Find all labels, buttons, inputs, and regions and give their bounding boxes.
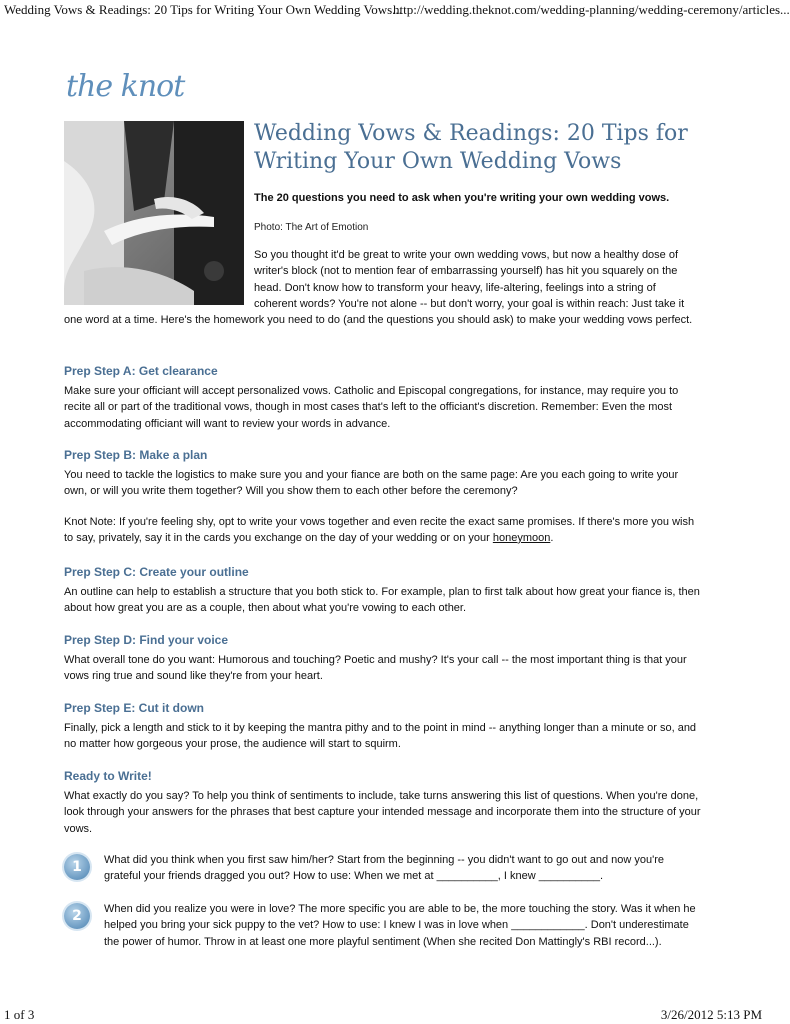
section-heading: Prep Step A: Get clearance	[64, 364, 218, 378]
section-heading: Ready to Write!	[64, 769, 152, 783]
question-item	[64, 901, 700, 950]
section-heading: Prep Step C: Create your outline	[64, 565, 249, 579]
section-body: An outline can help to establish a structure that you both stick to. For example, plan to first talk about how great your fiance is, then about how great you are as a couple, then about what you're vowing to each other.	[64, 586, 700, 615]
section-prep-e	[64, 700, 704, 753]
knot-note	[64, 514, 704, 547]
section-body: What overall tone do you want: Humorous and touching? Poetic and mushy? It's your call -- the most important thing is that your vows ring true and sound like they're from your heart.	[64, 654, 687, 683]
question-text: When did you realize you were in love? The more specific you are able to be, the more touching the story. Was it when he helped you bring your sick puppy to the vet? How to use: I knew I was in love when ____________. Don't underestimate the power of humor. Throw in at least one more playful sentiment (When she recited Don Mattingly's RBI record...).	[104, 903, 696, 948]
print-page-count: 1 of 3	[4, 1007, 35, 1022]
honeymoon-link[interactable]: honeymoon	[492, 531, 551, 544]
article-intro	[64, 247, 700, 328]
section-body: Finally, pick a length and stick to it by keeping the mantra pithy and to the point in mind -- anything longer than a minute or so, and no matter how gorgeous your prose, the audience will start to squirm.	[64, 722, 697, 751]
section-ready-to-write	[64, 768, 704, 837]
section-heading: Prep Step B: Make a plan	[64, 448, 208, 462]
intro-text: So you thought it'd be great to write your own wedding vows, but now a healthy dose of writer's block (not to mention fear of embarrassing yourself) has hit you squarely on the head. Don't know how to transform your heavy, life-altering, feelings into a string of coherent words? You're not alone -- but don't worry, your goal is within reach: Just take it one word at a time. Here's the homework you need to do (and the questions you should ask) to make your wedding vows perfect.	[64, 249, 693, 327]
section-prep-a	[64, 363, 704, 432]
article-subtitle: The 20 questions you need to ask when you're writing your own wedding vows.	[254, 192, 670, 204]
question-number: 1	[64, 854, 90, 880]
section-heading: Prep Step E: Cut it down	[64, 701, 204, 715]
section-prep-c	[64, 564, 704, 617]
svg-text:the knot: the knot	[66, 69, 185, 104]
number-badge-icon	[64, 852, 104, 888]
section-prep-b	[64, 447, 704, 546]
print-url: http://wedding.theknot.com/wedding-planning/wedding-ceremony/articles...	[393, 2, 790, 17]
number-badge-icon	[64, 901, 104, 937]
print-timestamp: 3/26/2012 5:13 PM	[660, 1007, 762, 1022]
section-body: What exactly do you say? To help you think of sentiments to include, take turns answering this list of questions. When you're done, look through your answers for the phrases that best capture your intended message and incorporate them into the structure of your vows.	[64, 790, 701, 835]
article-title: Wedding Vows & Readings: 20 Tips for Writing Your Own Wedding Vows	[254, 121, 688, 174]
section-body: You need to tackle the logistics to make sure you and your fiance are both on the same page: Are you each going to write your own, or will you write them together? Will you show them to each other before the ceremony?	[64, 469, 679, 498]
knot-note-text: Knot Note: If you're feeling shy, opt to write your vows together and even recite the exact same promises. If there's more you wish to say, privately, say it in the cards you exchange on the day of your wedding or on your	[64, 515, 695, 544]
photo-credit: Photo: The Art of Emotion	[254, 222, 369, 233]
section-prep-d	[64, 632, 704, 685]
print-page-title: Wedding Vows & Readings: 20 Tips for Writing Your Own Wedding Vows...	[4, 2, 402, 17]
question-text: What did you think when you first saw him/her? Start from the beginning -- you didn't want to go out and now you're grateful your friends dragged you out? How to use: When we met at __________, I knew __________.	[104, 854, 665, 883]
section-heading: Prep Step D: Find your voice	[64, 633, 229, 647]
question-number: 2	[64, 903, 90, 929]
section-body: Make sure your officiant will accept personalized vows. Catholic and Episcopal congregations, for instance, may require you to recite all or part of the traditional vows, though in most cases that's left to the officiant's discretion. Remember: Even the most accommodating officiant will want to review your words in advance.	[64, 385, 679, 430]
knot-note-end: .	[550, 531, 554, 544]
the-knot-logo[interactable]	[64, 66, 185, 104]
question-item	[64, 852, 700, 888]
